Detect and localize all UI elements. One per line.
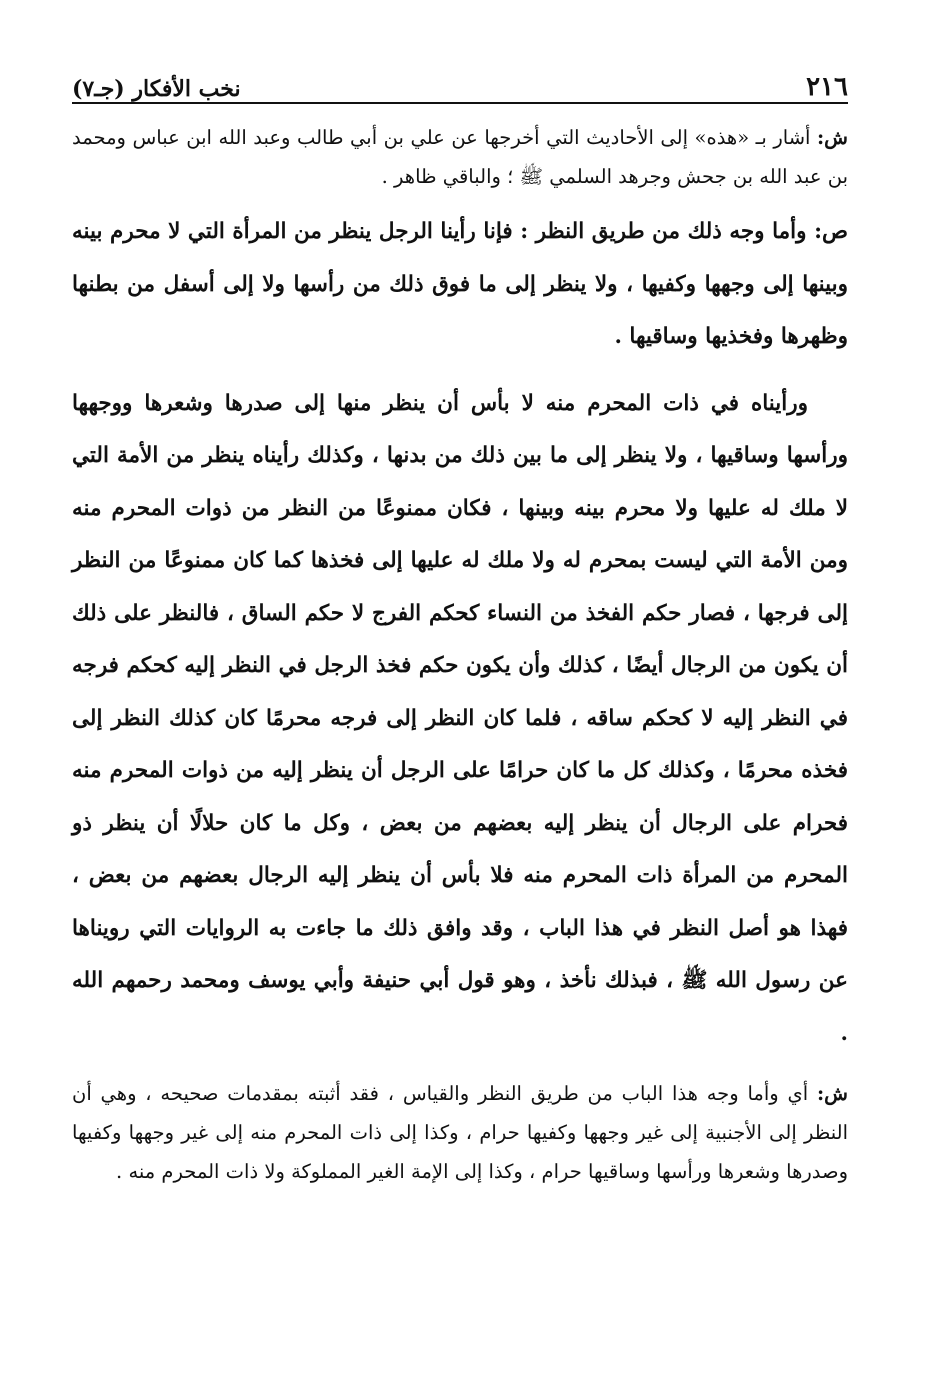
paragraph-text: أشار بـ «هذه» إلى الأحاديث التي أخرجها عن علي بن أبي طالب وعبد الله ابن عباس ومحمد بن عبد الله بن جحش وجرهد السلمي ﷺ ؛ والباقي ظاهر . <box>72 126 848 188</box>
commentary-paragraph-2 <box>72 1074 848 1191</box>
matn-paragraph-1 <box>72 206 848 364</box>
book-page <box>72 58 848 1191</box>
paragraph-text: أي وأما وجه هذا الباب من طريق النظر والقياس ، فقد أثبته بمقدمات صحيحه ، وهي أن النظر إلى الأجنبية إلى غير وجهها وكفيها حرام ، وكذا إلى ذات المحرم منه إلى غير وجهها وكفيها وصدرها وشعرها ورأسها وساقيها حرام ، وكذا إلى الإمة الغير المملوكة ولا ذات المحرم منه . <box>72 1082 848 1183</box>
page-number: ٢١٦ <box>806 72 848 102</box>
running-title: نخب الأفكار (جـ٧) <box>72 76 241 102</box>
page-header <box>72 58 848 104</box>
sharh-marker: ش: <box>816 126 848 149</box>
commentary-paragraph-1 <box>72 118 848 196</box>
sharh-marker: ش: <box>816 1082 848 1105</box>
matn-paragraph-2 <box>72 378 848 1061</box>
paragraph-text: وأما وجه ذلك من طريق النظر : فإنا رأينا الرجل ينظر من المرأة التي لا محرم بينه وبينها إلى وجهها وكفيها ، ولا ينظر إلى ما فوق ذلك من رأسها ولا إلى أسفل من بطنها وظهرها وفخذيها وساقيها . <box>72 219 848 349</box>
paragraph-text: ورأيناه في ذات المحرم منه لا بأس أن ينظر منها إلى صدرها وشعرها ووجهها ورأسها وساقيها ، ولا ينظر إلى ما بين ذلك من بدنها ، وكذلك رأيناه ينظر من الأمة التي لا ملك له عليها ولا محرم بينه وبينها ، فكان ممنوعًا من النظر من ذوات المحرم منه ومن الأمة التي ليست بمحرم له ولا ملك له عليها إلى فخذها كما كان ممنوعًا من النظر إلى فرجها ، فصار حكم الفخذ من النساء كحكم الفرج لا حكم الساق ، فالنظر على ذلك أن يكون من الرجال أيضًا ، كذلك وأن يكون حكم فخذ الرجل في النظر إليه كحكم فرجه في النظر إليه لا كحكم ساقه ، فلما كان النظر إلى فرجه محرمًا كان كذلك النظر إلى فخذه محرمًا ، وكذلك كل ما كان حرامًا على الرجل أن ينظر إليه من ذوات المحرم منه فحرام على الرجال أن ينظر إليه بعضهم من بعض ، وكل ما كان حلالًا أن ينظر ذو المحرم من المرأة ذات المحرم منه فلا بأس أن ينظر إليه الرجال بعضهم من بعض ، فهذا هو أصل النظر في هذا الباب ، وقد وافق ذلك ما جاءت به الروايات التي رويناها عن رسول الله ﷺ ، فبذلك نأخذ ، وهو قول أبي حنيفة وأبي يوسف ومحمد رحمهم الله . <box>72 390 848 1046</box>
matn-marker: ص: <box>814 219 848 244</box>
